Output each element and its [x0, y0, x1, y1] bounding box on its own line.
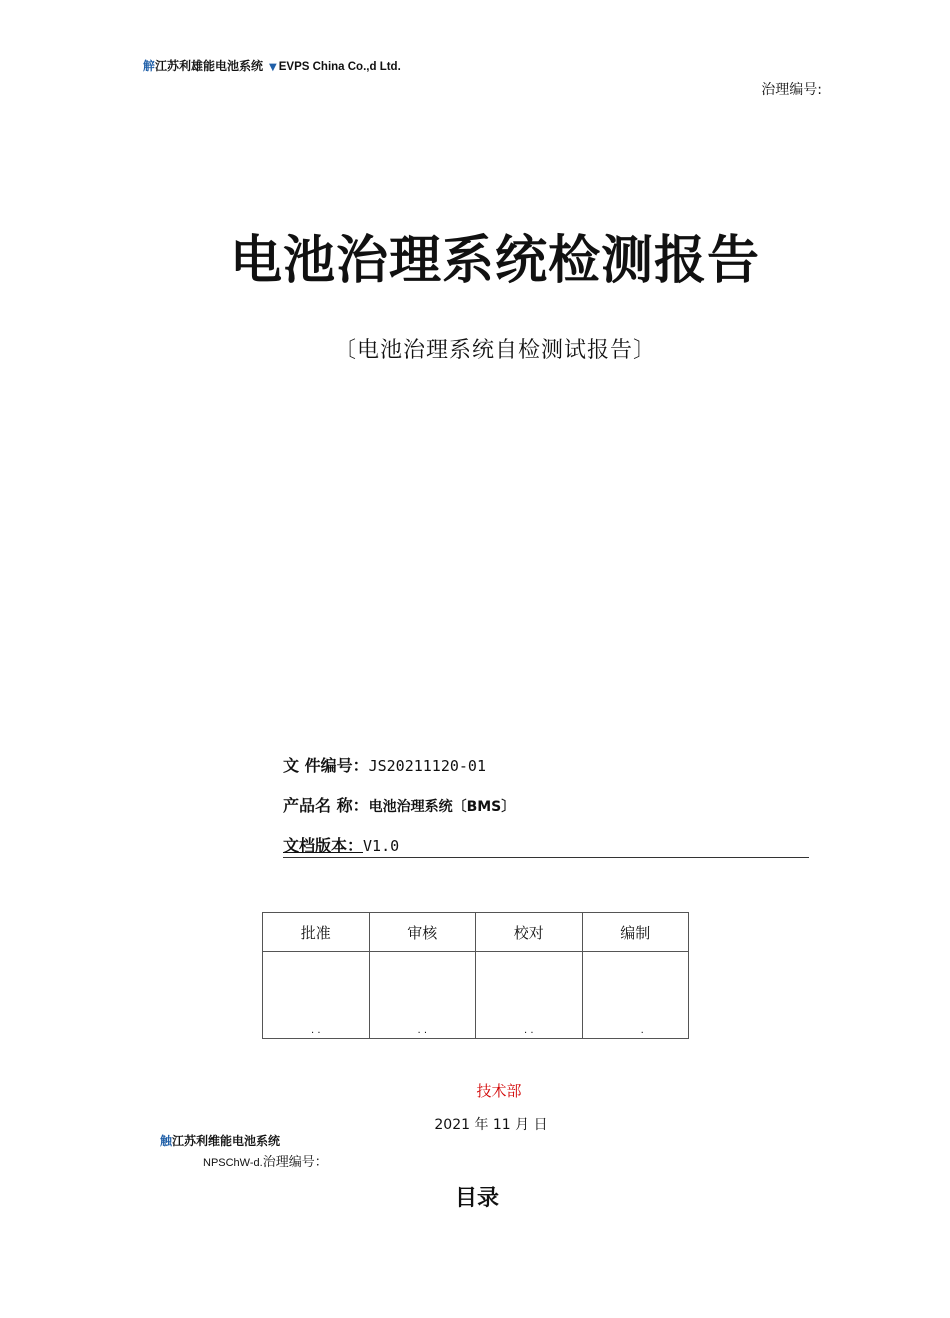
- page2-company-header: [160, 1132, 280, 1149]
- document-number-value: JS20211120-01: [368, 757, 486, 775]
- page2-management-number: [203, 1151, 328, 1170]
- approval-signature-proofread: . .: [476, 952, 583, 1039]
- table-of-contents-title: 目录: [454, 1186, 499, 1211]
- approval-signature-approve: . .: [263, 952, 370, 1039]
- approval-table: [262, 912, 689, 1039]
- approval-header-prepare: 编制: [582, 913, 689, 952]
- management-number-label: 治理编号:: [761, 82, 822, 98]
- document-version-value: V1.0: [363, 837, 400, 855]
- product-name-label: 产品名 称：: [283, 796, 369, 815]
- company-header: [143, 57, 401, 74]
- company-logo: 觪: [143, 59, 156, 73]
- triangle-down-icon: ▼: [269, 62, 277, 73]
- page2-company-name: 江苏利维能电池系统: [172, 1134, 281, 1148]
- page2-company-logo: 触: [160, 1134, 173, 1148]
- report-date: 2021 年 11 月 日: [434, 1117, 548, 1133]
- document-version-label: 文档版本：: [283, 836, 364, 855]
- approval-header-approve: 批准: [263, 913, 370, 952]
- page-subtitle: 〔电池治理系统自检测试报告〕: [333, 338, 656, 363]
- page2-management-number-label: 治理编号：: [262, 1155, 328, 1170]
- document-number-row: [283, 753, 486, 776]
- company-name-cn: 江苏利雄能电池系统: [155, 59, 264, 73]
- product-name-row: [283, 793, 515, 816]
- approval-header-review: 审核: [369, 913, 476, 952]
- approval-signature-review: . .: [369, 952, 476, 1039]
- approval-header-proofread: 校对: [476, 913, 583, 952]
- document-number-label: 文 件编号：: [283, 756, 369, 775]
- product-name-value: 电池治理系统〔BMS〕: [368, 799, 516, 815]
- approval-signature-prepare: .: [582, 952, 689, 1039]
- document-version-row: [283, 833, 809, 858]
- page2-document-code: NPSChW-d.: [203, 1157, 263, 1169]
- company-name-en: EVPS China Co.,d Ltd.: [278, 61, 401, 73]
- page-title: 电池治理系统检测报告: [229, 231, 760, 291]
- department-label: 技术部: [476, 1082, 522, 1100]
- approval-table-header-row: [263, 913, 689, 952]
- approval-table-signature-row: [263, 952, 689, 1039]
